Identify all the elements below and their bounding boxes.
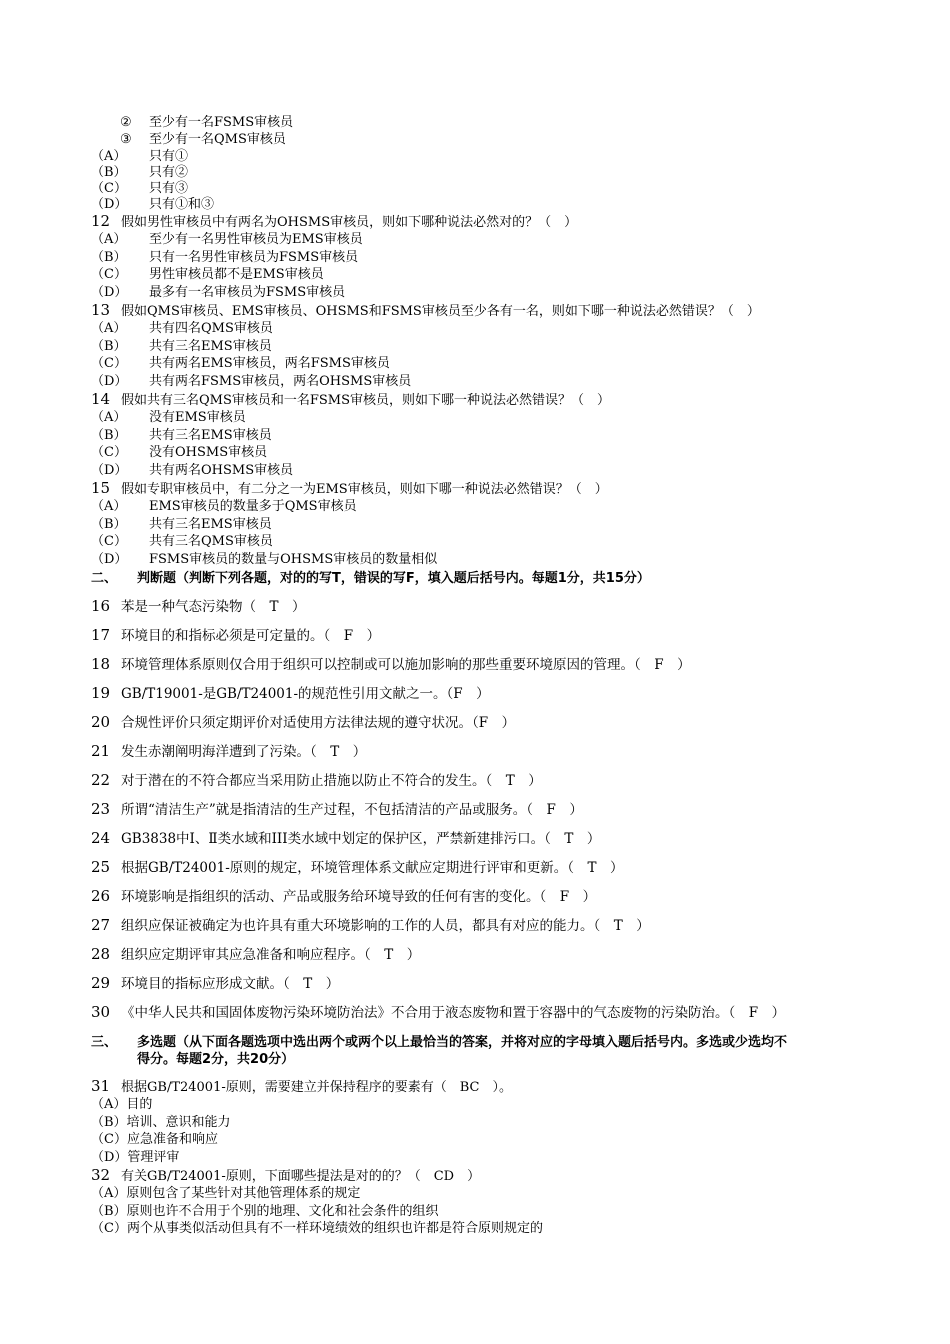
option-row [91,444,268,461]
option-text: 共有四名QMS审核员 [149,321,273,336]
question-number: 20 [91,713,111,731]
option-text: EMS审核员的数量多于QMS审核员 [149,499,357,514]
option-text: 只有② [149,165,189,180]
question-number: 18 [91,655,111,673]
option-text: FSMS审核员的数量与OHSMS审核员的数量相似 [149,552,438,567]
option-text: 只有③ [149,181,189,196]
question-row [91,1004,785,1022]
option-text: 最多有一名审核员为FSMS审核员 [149,285,346,300]
option-label: （D） [91,374,128,389]
option-row [91,284,346,301]
item-text: 至少有一名QMS审核员 [149,132,286,147]
question-number: 12 [91,212,111,230]
option-text: 共有两名EMS审核员，两名FSMS审核员 [149,356,390,371]
option-text: 共有三名EMS审核员 [149,428,272,443]
question-number: 17 [91,626,111,644]
option-row [91,320,273,337]
option-text: 共有两名OHSMS审核员 [149,463,294,478]
option-text: 只有① [149,149,189,164]
option-row [91,462,294,479]
question-number: 16 [91,597,111,615]
option-row [91,249,359,266]
question-text: 《中华人民共和国固体废物污染环境防治法》不合用于液态废物和置于容器中的气态废物的污染防治。（ F ） [121,1005,786,1021]
option-label: （A） [91,149,127,164]
option-row [91,180,189,197]
option-row [91,196,215,213]
question-row [91,917,650,935]
question-row [91,946,420,964]
option-row: （C）两个从事类似活动但具有不一样环境绩效的组织也许都是符合原则规定的 [91,1221,543,1236]
question-number: 14 [91,390,111,408]
question-number: 32 [91,1166,111,1184]
question-row [91,830,600,848]
item-text: 至少有一名FSMS审核员 [149,115,294,130]
question-row [91,1167,480,1185]
question-row [91,801,583,819]
option-row [91,148,189,165]
option-row: （A）目的 [91,1097,153,1112]
question-number: 15 [91,479,111,497]
question-number: 21 [91,742,111,760]
question-row [91,888,596,906]
section-number: 三、 [91,1035,118,1050]
option-label: （D） [91,285,128,300]
question-row [91,213,577,231]
question-row [91,975,339,993]
option-label: （A） [91,410,127,425]
question-text: GB3838中Ⅰ、Ⅱ类水域和III类水域中划定的保护区，严禁新建排污口。（ T ） [121,831,601,847]
option-text: 只有一名男性审核员为FSMS审核员 [149,250,359,265]
question-number: 24 [91,829,111,847]
option-row [91,338,272,355]
option-row: （B）培训、意识和能力 [91,1115,231,1130]
option-row [91,355,390,372]
option-label: （C） [91,181,127,196]
question-row [91,391,610,409]
question-row [91,302,760,320]
option-label: （B） [91,517,127,532]
question-text: 根据GB/T24001-原则，需要建立并保持程序的要素有（ BC ）。 [121,1080,512,1095]
question-number: 28 [91,945,111,963]
option-row [91,516,272,533]
question-number: 29 [91,974,111,992]
option-text: 共有三名QMS审核员 [149,534,273,549]
option-label: （A） [91,499,127,514]
question-text: 环境管理体系原则仅合用于组织可以控制或可以施加影响的那些重要环境原因的管理。（ F ） [121,657,691,673]
question-text: 假如男性审核员中有两名为OHSMS审核员，则如下哪种说法必然对的？（ ） [121,215,578,230]
question-row [91,743,366,761]
section-heading [91,570,650,587]
question-row [91,656,691,674]
section-title: 多选题（从下面各题选项中选出两个或两个以上最恰当的答案，并将对应的字母填入题后括号内。多选或少选均不 [137,1035,788,1050]
question-number: 27 [91,916,111,934]
option-row [91,409,246,426]
question-text: 组织应保证被确定为也许具有重大环境影响的工作的人员，都具有对应的能力。（ T ） [121,918,650,934]
question-text: 环境影响是指组织的活动、产品或服务给环境导致的任何有害的变化。（ F ） [121,889,597,905]
question-number: 31 [91,1077,111,1095]
question-number: 30 [91,1003,111,1021]
option-text: 只有①和③ [149,197,215,212]
question-row [91,714,515,732]
option-text: 男性审核员都不是EMS审核员 [149,267,324,282]
question-row [91,480,608,498]
option-row [91,533,273,550]
section-title: 判断题（判断下列各题，对的的写T，错误的写F，填入题后括号内。每题1分，共15分） [137,571,650,586]
question-text: 环境目的和指标必须是可定量的。（ F ） [121,628,381,644]
question-text: 苯是一种气态污染物（ T ） [121,599,306,615]
option-row: （C）应急准备和响应 [91,1132,218,1147]
option-label: （C） [91,534,127,549]
question-row [91,1078,512,1096]
question-text: 对于潜在的不符合都应当采用防止措施以防止不符合的发生。（ T ） [121,773,542,789]
question-number: 23 [91,800,111,818]
section-heading [91,1034,788,1051]
option-label: （D） [91,463,128,478]
option-row [91,551,438,568]
option-text: 共有三名EMS审核员 [149,339,272,354]
question-text: 所谓“清洁生产”就是指清洁的生产过程，不包括清洁的产品或服务。（ F ） [121,802,583,818]
question-text: 假如共有三名QMS审核员和一名FSMS审核员，则如下哪一种说法必然错误？（ ） [121,393,611,408]
option-label: （C） [91,356,127,371]
question-text: 环境目的指标应形成文献。（ T ） [121,976,340,992]
question-text: 合规性评价只须定期评价对适使用方法律法规的遵守状况。（F ） [121,715,516,731]
option-row: （D）管理评审 [91,1150,180,1165]
option-label: （C） [91,445,127,460]
question-row [91,598,306,616]
option-text: 没有OHSMS审核员 [149,445,268,460]
item-mark: ② [120,115,132,130]
section-title-continued: 得分。每题2分，共20分） [137,1052,295,1067]
question-row [91,859,624,877]
question-number: 22 [91,771,111,789]
option-label: （B） [91,428,127,443]
section-number: 二、 [91,571,118,586]
option-text: 共有三名EMS审核员 [149,517,272,532]
question-text: 组织应定期评审其应急准备和响应程序。（ T ） [121,947,421,963]
option-label: （B） [91,250,127,265]
option-row [91,373,412,390]
option-label: （B） [91,165,127,180]
option-row: （A）原则包含了某些针对其他管理体系的规定 [91,1186,361,1201]
option-label: （A） [91,232,127,247]
question-text: 有关GB/T24001-原则，下面哪些提法是对的的？（ CD ） [121,1169,481,1184]
option-row [91,266,324,283]
option-label: （D） [91,197,128,212]
option-row [91,231,363,248]
option-row: （B）原则也许不合用于个别的地理、文化和社会条件的组织 [91,1204,439,1219]
question-row [91,685,490,703]
question-number: 26 [91,887,111,905]
option-label: （B） [91,339,127,354]
question-text: 假如专职审核员中，有二分之一为EMS审核员，则如下哪一种说法必然错误？（ ） [121,482,608,497]
option-row [91,427,272,444]
option-text: 没有EMS审核员 [149,410,246,425]
question-text: 发生赤潮阐明海洋遭到了污染。（ T ） [121,744,367,760]
question-text: GB/T19001-是GB/T24001-的规范性引用文献之一。（F ） [121,686,490,702]
option-label: （C） [91,267,127,282]
item-mark: ③ [120,132,132,147]
question-number: 19 [91,684,111,702]
option-label: （A） [91,321,127,336]
option-label: （D） [91,552,128,567]
list-item [120,131,286,148]
question-number: 25 [91,858,111,876]
question-row [91,627,380,645]
list-item [120,114,294,131]
question-text: 根据GB/T24001-原则的规定，环境管理体系文献应定期进行评审和更新。（ T ） [121,860,624,876]
option-row [91,498,357,515]
option-text: 至少有一名男性审核员为EMS审核员 [149,232,363,247]
option-text: 共有两名FSMS审核员，两名OHSMS审核员 [149,374,412,389]
question-text: 假如QMS审核员、EMS审核员、OHSMS和FSMS审核员至少各有一名，则如下哪一种说法必然错误？（ ） [121,304,760,319]
question-row [91,772,542,790]
question-number: 13 [91,301,111,319]
option-row [91,164,189,181]
